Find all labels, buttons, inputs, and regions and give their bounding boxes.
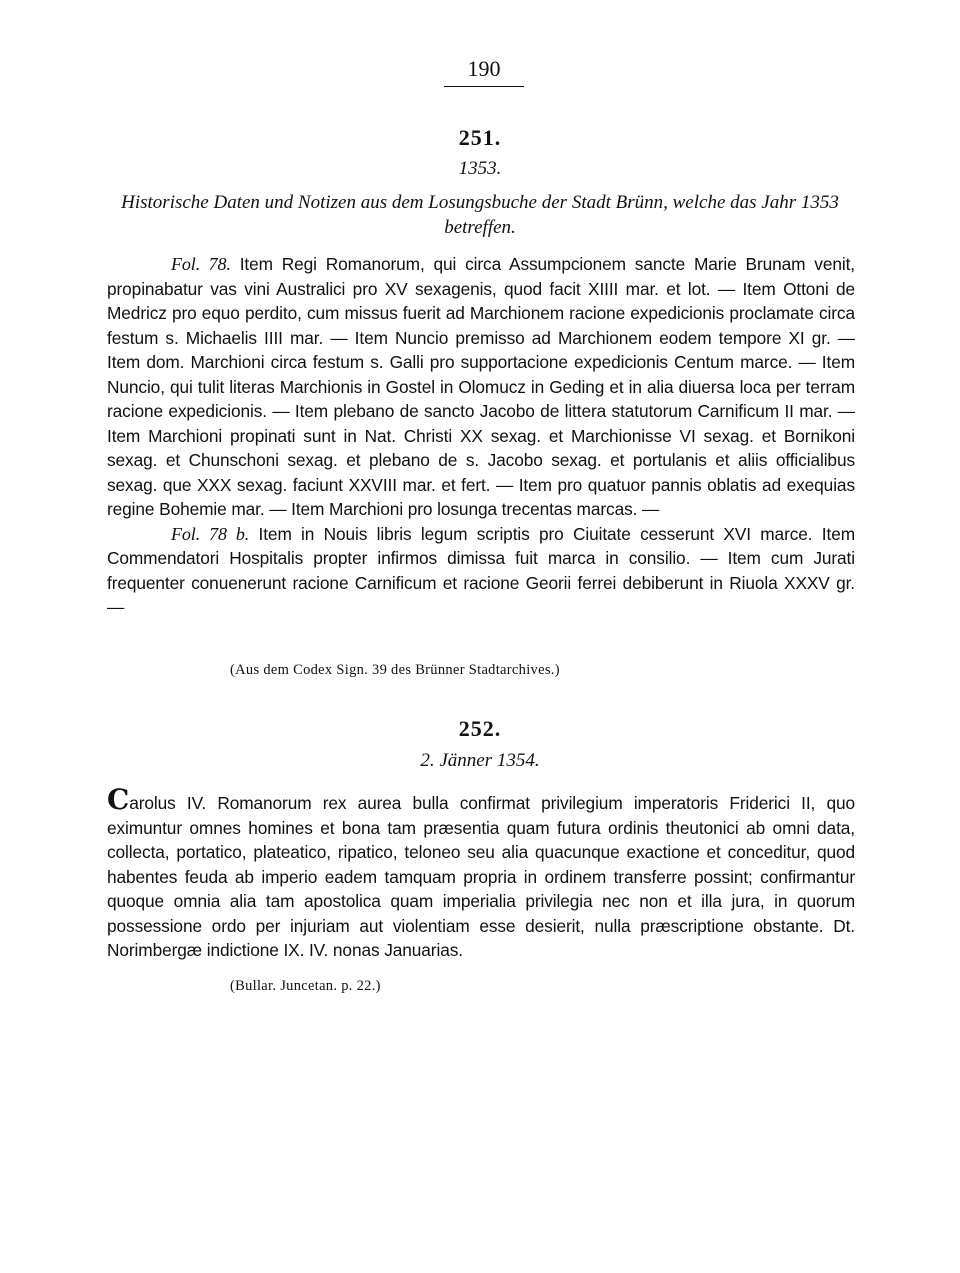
entry-251-title: Historische Daten und Notizen aus dem Losungsbuche der Stadt Brünn, welche das Jahr 1353 betreffen.	[121, 192, 839, 238]
entry-252-number: 252.	[458, 716, 502, 741]
entry-251-paragraph-2-text: Item in Nouis libris legum scriptis pro Ciuitate cesserunt XVI marce. Item Commendatori Hospitalis propter infirmos dimissa fuit marca in consilio. — Item cum Jurati frequenter conuenerunt racione Carnificum et racione Georii ferrei debiberunt in Riuola XXXV gr. —	[107, 523, 855, 617]
entry-252-source: (Bullar. Juncetan. p. 22.)	[230, 978, 381, 994]
entry-251-paragraph-1-text: Item Regi Romanorum, qui circa Assumpcionem sancte Marie Brunam venit, propinabatur vas vini Australici pro XV sexagenis, quod facit XIIII mar. et lot. — Item Ottoni de Medricz pro equo perdito, cum missus fuerit ad Marchionem racione expedicionis proclamate circa festum s. Michaelis IIII mar. — Item Nuncio premisso ad Marchionem eodem tempore XI gr. — Item dom. Marchioni circa festum s. Galli pro supportacione expedicionis Centum marce. — Item Nuncio, qui tulit literas Marchionis in Gostel in Olomucz in Geding et in alia diuersa loca per terram racione expedicionis. — Item plebano de sancto Jacobo de littera statutorum Carnificum II mar. — Item Marchioni propinati sunt in Nat. Christi XX sexag. et Marchionisse VI sexag. et Bornikoni sexag. et Chunschoni sexag. et plebano de s. Jacobo sexag. et portulanis et aliis officialibus sexag. que XXX sexag. faciunt XXVIII mar. et fert. — Item pro quatuor pannis oblatis ad exequias regine Bohemie mar. — Item Marchioni pro losunga trecentas marcas. —	[107, 254, 855, 519]
page-number: 190	[467, 56, 501, 81]
entry-251-body	[107, 252, 855, 620]
entry-252-body	[107, 783, 855, 963]
entry-252-initial: C	[107, 783, 130, 816]
entry-251-number: 251.	[458, 125, 502, 150]
folio-label-78b: Fol. 78 b.	[171, 523, 250, 544]
entry-251-paragraph-1	[107, 252, 855, 522]
entry-252-date: 2. Jänner 1354.	[420, 750, 540, 771]
entry-251-date: 1353.	[458, 158, 502, 179]
folio-label-78: Fol. 78.	[171, 254, 231, 274]
entry-252-paragraph	[107, 783, 855, 963]
entry-252-text: arolus IV. Romanorum rex aurea bulla confirmat privilegium imperatoris Friderici II, quo eximuntur omnes homines et bona tam præsentia quam futura ordinis theutonici ab omni data, collecta, portatico, plateatico, ripatico, teloneo seu alia quacunque exactione et conceditur, quod habentes feuda ab imperio eadem tamquam propria in ordinem transferre possint; confirmantur quoque omnia alia tam apostolica quam imperialia privilegia nec non et illa jura, in quorum possessione ordo per injuriam aut violentiam esse desierit, nulla præscriptione obstante. Dt. Norimbergæ indictione IX. IV. nonas Januarias.	[107, 793, 855, 960]
page-number-rule	[444, 86, 524, 87]
entry-251-paragraph-2	[107, 522, 855, 620]
entry-251-source: (Aus dem Codex Sign. 39 des Brünner Stadtarchives.)	[230, 662, 560, 678]
